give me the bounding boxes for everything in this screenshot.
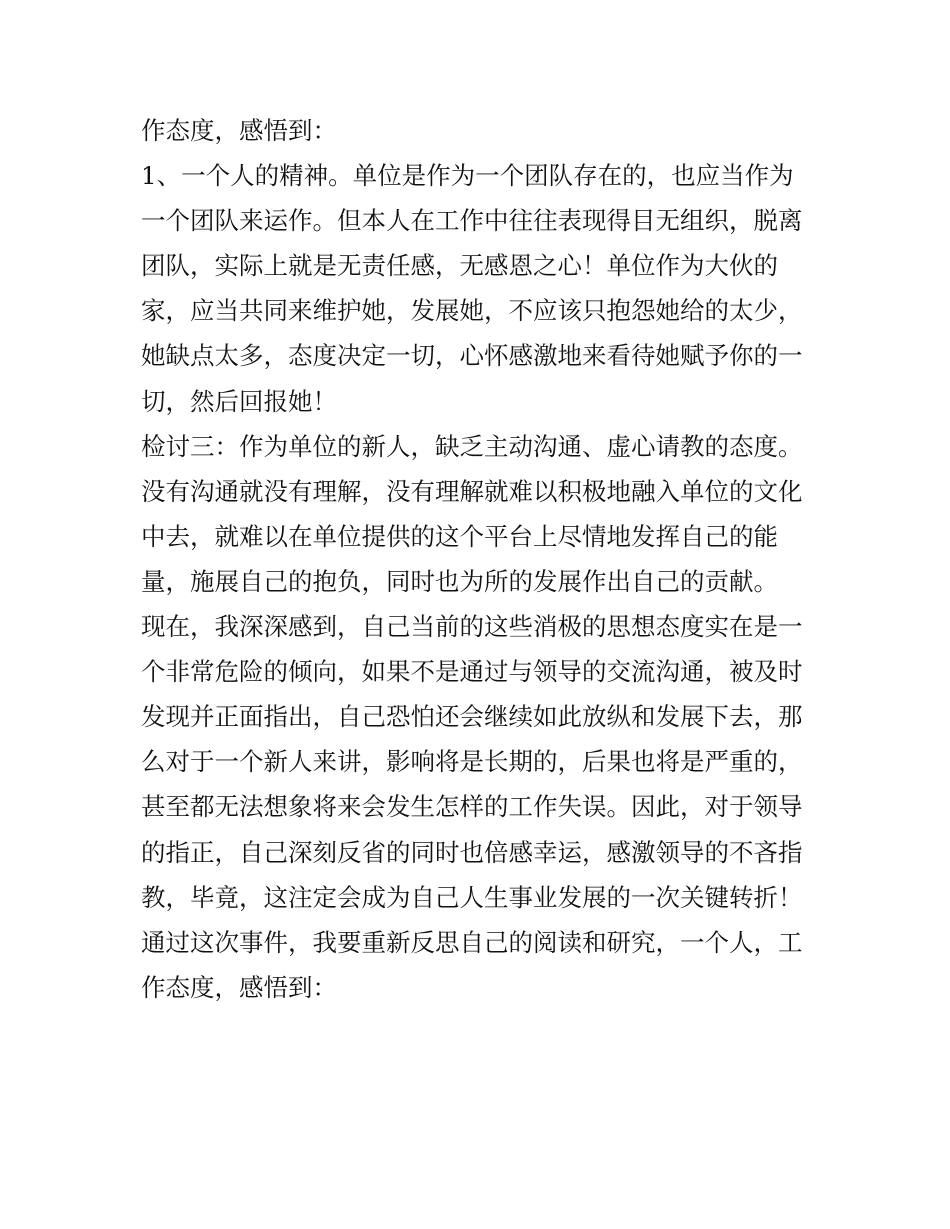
text-line-14: 发现并正面指出，自己恐怕还会继续如此放纵和发展下去，那 xyxy=(141,702,803,732)
text-line-20: 作态度，感悟到： xyxy=(141,972,337,1002)
text-line-6: 她缺点太多，态度决定一切，心怀感激地来看待她赋予你的一 xyxy=(141,341,803,371)
text-line-17: 的指正，自己深刻反省的同时也倍感幸运，感激领导的不吝指 xyxy=(141,837,803,867)
text-line-8: 检讨三：作为单位的新人，缺乏主动沟通、虚心请教的态度。 xyxy=(141,431,803,461)
text-line-16: 甚至都无法想象将来会发生怎样的工作失误。因此，对于领导 xyxy=(141,792,803,822)
text-line-12: 现在，我深深感到，自己当前的这些消极的思想态度实在是一 xyxy=(141,612,803,642)
text-line-10: 中去，就难以在单位提供的这个平台上尽情地发挥自己的能 xyxy=(141,521,778,551)
text-line-4: 团队，实际上就是无责任感，无感恩之心！单位作为大伙的 xyxy=(141,251,778,281)
text-line-13: 个非常危险的倾向，如果不是通过与领导的交流沟通，被及时 xyxy=(141,657,803,687)
text-line-7: 切，然后回报她！ xyxy=(141,386,337,416)
text-line-15: 么对于一个新人来讲，影响将是长期的，后果也将是严重的， xyxy=(141,747,803,777)
text-line-1: 作态度，感悟到： xyxy=(141,116,337,145)
document-body xyxy=(141,108,816,1010)
text-line-3: 一个团队来运作。但本人在工作中往往表现得目无组织，脱离 xyxy=(141,206,803,236)
text-line-11: 量，施展自己的抱负，同时也为所的发展作出自己的贡献。 xyxy=(141,566,778,596)
text-line-2: 1、一个人的精神。单位是作为一个团队存在的，也应当作为 xyxy=(141,161,794,191)
text-line-5: 家，应当共同来维护她，发展她，不应该只抱怨她给的太少， xyxy=(141,296,803,326)
text-line-9: 没有沟通就没有理解，没有理解就难以积极地融入单位的文化 xyxy=(141,476,803,506)
text-line-18: 教，毕竟，这注定会成为自己人生事业发展的一次关键转折！ xyxy=(141,882,803,912)
text-line-19: 通过这次事件，我要重新反思自己的阅读和研究，一个人，工 xyxy=(141,927,803,957)
